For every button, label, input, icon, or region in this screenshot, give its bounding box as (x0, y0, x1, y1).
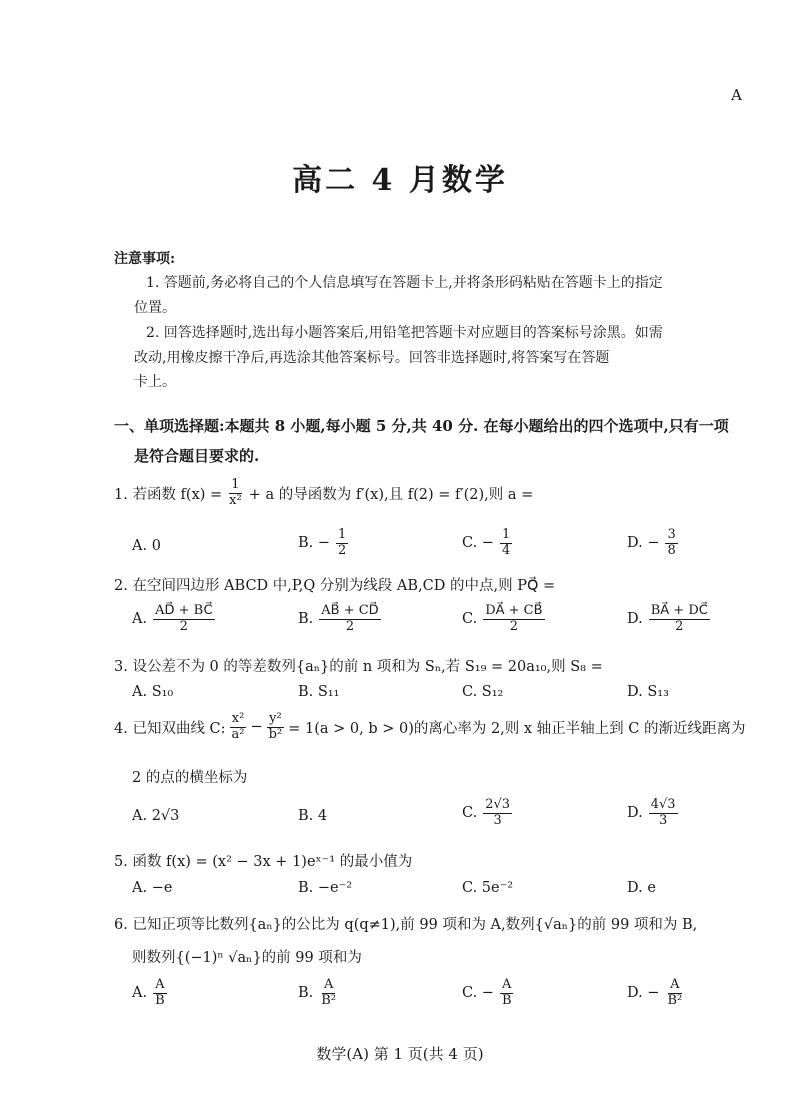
question-6-stem-cont: 则数列{(−1)ⁿ √aₙ}的前 99 项和为 (132, 950, 362, 966)
section-heading-cont: 是符合题目要求的. (134, 447, 260, 465)
question-4-stem (114, 712, 746, 743)
q2-option-c-frac (483, 604, 544, 635)
page-title: 高二 4 月数学 (292, 163, 508, 198)
q2-option-a (132, 604, 217, 635)
q6-option-b-label: B. (298, 985, 314, 1002)
q3-option-c: C. S₁₂ (462, 684, 504, 700)
q1-option-d-label: D. − (627, 535, 660, 552)
q1-option-b-num: 1 (338, 527, 347, 542)
q1-stem-post: + a 的导函数为 f′(x),且 f(2) = f′(2),则 a = (248, 486, 534, 503)
q2-option-b-label: B. (298, 611, 314, 628)
q1-option-b-den: 2 (338, 542, 347, 558)
q2-option-c-den: 2 (509, 618, 518, 634)
q1-option-d-den: 8 (667, 542, 676, 558)
q4-frac2-den: b² (268, 726, 283, 742)
q1-option-c-num: 1 (501, 527, 511, 542)
question-5-stem: 5. 函数 f(x) = (x² − 3x + 1)eˣ⁻¹ 的最小值为 (114, 854, 413, 870)
q6-option-c (462, 978, 516, 1009)
q1-option-d-frac (665, 528, 677, 559)
q2-option-d (627, 604, 712, 635)
q6-option-a-label: A. (132, 985, 148, 1002)
q1-option-d-num: 3 (667, 527, 676, 542)
q1-fraction (227, 478, 244, 509)
q4-option-d-frac (649, 798, 678, 829)
q2-option-b-den: 2 (345, 618, 355, 634)
q6-option-b-frac (319, 978, 338, 1009)
question-4-stem-cont: 2 的点的横坐标为 (132, 770, 248, 786)
q6-option-d-num: A (670, 977, 680, 992)
notice-line: 位置。 (134, 300, 176, 316)
section-heading: 一、单项选择题:本题共 8 小题,每小题 5 分,共 40 分. 在每小题给出的四个选项中,只有一项 (114, 417, 729, 435)
q2-option-a-frac (153, 604, 214, 635)
page-footer: 数学(A) 第 1 页(共 4 页) (316, 1045, 484, 1063)
notice-heading: 注意事项: (114, 251, 176, 267)
q5-option-a: A. −e (132, 880, 173, 896)
q6-option-b-den: B² (321, 992, 337, 1008)
q2-option-a-num: AD⃗ + BC⃗ (155, 603, 213, 618)
q2-option-b (298, 604, 383, 635)
q4-option-c-den: 3 (493, 812, 502, 828)
q1-option-b (298, 528, 350, 559)
q2-option-d-label: D. (627, 611, 643, 628)
q1-option-a-text: A. 0 (132, 538, 161, 554)
q4-option-d-den: 3 (658, 812, 668, 828)
q6-option-a (132, 978, 169, 1009)
q3-option-d: D. S₁₃ (627, 684, 669, 700)
q1-option-d (627, 528, 680, 559)
q4-stem-pre: 4. 已知双曲线 C: (114, 720, 226, 737)
q6-option-a-num: A (155, 977, 165, 992)
q6-option-d (627, 978, 686, 1009)
q3-option-a: A. S₁₀ (132, 684, 174, 700)
q2-option-b-frac (319, 604, 380, 635)
q6-option-a-den: B (155, 992, 165, 1008)
q1-stem-pre: 1. 若函数 f(x) = (114, 486, 223, 503)
q6-option-d-frac (665, 978, 684, 1009)
q2-option-d-num: BA⃗ + DC⃗ (650, 603, 708, 618)
q4-option-b: B. 4 (298, 808, 328, 824)
q1-frac-den: x² (229, 492, 242, 508)
q4-option-c-num: 2√3 (485, 797, 511, 812)
q4-frac1-den: a² (231, 726, 245, 742)
q2-option-a-label: A. (132, 611, 148, 628)
notice-line: 卡上。 (134, 374, 176, 390)
q6-option-d-den: B² (667, 992, 683, 1008)
question-1-stem (114, 478, 533, 509)
q4-fraction-2 (267, 712, 285, 743)
q4-option-c-label: C. (462, 805, 478, 822)
q2-option-d-den: 2 (675, 618, 684, 634)
notice-line: 改动,用橡皮擦干净后,再选涂其他答案标号。回答非选择题时,将答案写在答题 (134, 350, 610, 366)
q4-stem-post: = 1(a > 0, b > 0)的离心率为 2,则 x 轴正半轴上到 C 的渐近线距离为 (288, 720, 746, 737)
q6-option-d-label: D. − (627, 985, 660, 1002)
q1-frac-num: 1 (231, 477, 240, 492)
q2-option-c-label: C. (462, 611, 478, 628)
q4-option-d (627, 798, 680, 829)
q1-option-a (132, 538, 161, 554)
q6-option-c-num: A (502, 977, 512, 992)
version-mark: A (731, 86, 742, 104)
q6-option-c-frac (500, 978, 514, 1009)
q2-option-d-frac (649, 604, 710, 635)
question-3-stem: 3. 设公差不为 0 的等差数列{aₙ}的前 n 项和为 Sₙ,若 S₁₉ = 20a₁₀,则 S₈ = (114, 659, 603, 675)
q1-option-c-label: C. − (462, 535, 494, 552)
notice-line: 1. 答题前,务必将自己的个人信息填写在答题卡上,并将条形码粘贴在答题卡上的指定 (146, 275, 663, 291)
q4-option-d-label: D. (627, 805, 643, 822)
q3-option-b: B. S₁₁ (298, 684, 340, 700)
q2-option-c (462, 604, 547, 635)
q5-option-c: C. 5e⁻² (462, 880, 514, 896)
q4-fraction-1 (230, 712, 247, 743)
q4-option-d-num: 4√3 (650, 797, 676, 812)
q4-option-c (462, 798, 514, 829)
q1-option-c-den: 4 (501, 542, 511, 558)
q6-option-b (298, 978, 340, 1009)
q2-option-a-den: 2 (179, 618, 188, 634)
q4-option-c-frac (483, 798, 512, 829)
q6-option-b-num: A (323, 977, 334, 992)
q1-option-b-frac (336, 528, 348, 559)
q1-option-b-label: B. − (298, 535, 331, 552)
question-6-stem: 6. 已知正项等比数列{aₙ}的公比为 q(q≠1),前 99 项和为 A,数列{√aₙ}的前 99 项和为 B, (114, 917, 698, 933)
q6-option-c-label: C. − (462, 985, 494, 1002)
q4-frac1-num: x² (231, 711, 245, 726)
q5-option-b: B. −e⁻² (298, 880, 353, 896)
q1-option-c (462, 528, 514, 559)
question-2-stem: 2. 在空间四边形 ABCD 中,P,Q 分别为线段 AB,CD 的中点,则 PQ⃗ = (114, 578, 556, 594)
q6-option-a-frac (153, 978, 167, 1009)
notice-line: 2. 回答选择题时,选出每小题答案后,用铅笔把答题卡对应题目的答案标号涂黑。如需 (146, 325, 663, 341)
q1-option-c-frac (500, 528, 512, 559)
q4-frac2-num: y² (269, 711, 282, 726)
q5-option-d: D. e (627, 880, 656, 896)
q4-minus: − (250, 719, 263, 736)
q6-option-c-den: B (501, 992, 512, 1008)
q2-option-c-num: DA⃗ + CB⃗ (485, 603, 543, 618)
q2-option-b-num: AB⃗ + CD⃗ (321, 603, 379, 618)
q4-option-a: A. 2√3 (132, 808, 180, 824)
